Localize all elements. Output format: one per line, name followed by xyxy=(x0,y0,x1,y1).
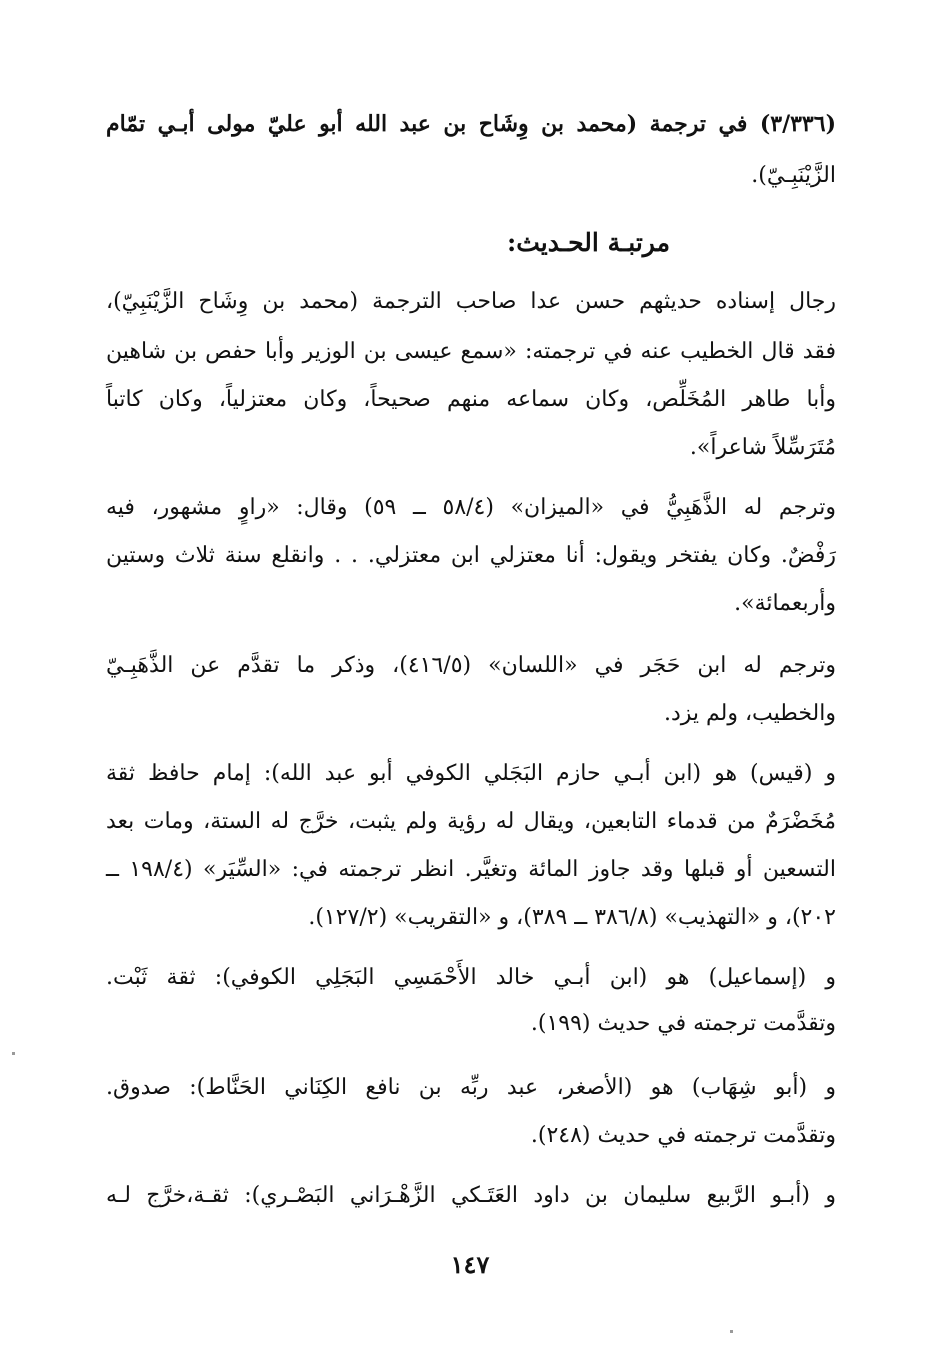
text-line: وتقدَّمت ترجمته في حديث (٢٤٨). xyxy=(530,1123,836,1148)
text-line: مُخَضْرَمٌ من قدماء التابعين، ويقال له رؤية ولم يثبت، خرَّج له الستة، ومات بعد xyxy=(106,809,836,834)
text-line: و (أبو شِهَاب) هو (الأصغر، عبد ربِّه بن نافع الكِنَاني الحَنَّاط): صدوق. xyxy=(106,1075,836,1100)
text-line: ٢٠٢)، و «التهذيب» (٣٨٦/٨ ــ ٣٨٩)، و «التقريب» (١٢٧/٢). xyxy=(308,905,836,930)
text-line: الزَّيْنَبِـيّ). xyxy=(751,163,836,188)
scan-speck xyxy=(730,1330,733,1333)
scan-speck xyxy=(12,1052,15,1055)
text-line: فقد قال الخطيب عنه في ترجمته: «سمع عيسى بن الوزير وأبا حفص بن شاهين xyxy=(106,339,836,364)
text-line: و (قيس) هو (ابن أبـي حازم البَجَلي الكوفي أبو عبد الله): إمام حافظ ثقة xyxy=(106,761,836,786)
text-line: مُتَرَسِّلاً شاعراً». xyxy=(689,435,836,460)
text-line: التسعين أو قبلها وقد جاوز المائة وتغيَّر. انظر ترجمته في: «السِّيَر» (١٩٨/٤ ــ xyxy=(106,857,836,882)
text-line: رجال إسناده حديثهم حسن عدا صاحب الترجمة (محمد بن وِشَاح الزَّيْنَبِيّ)، xyxy=(106,289,836,314)
text-line: و (إسماعيل) هو (ابن أبـي خالد الأَحْمَسِي البَجَلِي الكوفي): ثقة ثَبْت. xyxy=(106,965,836,990)
text-line: والخطيب، ولم يزد. xyxy=(663,701,836,726)
text-line: وترجم له ابن حَجَر في «اللسان» (٤١٦/٥)، وذكر ما تقدَّم عن الذَّهَبِـيّ xyxy=(106,653,836,678)
text-line: (٣/٣٣٦) في ترجمة (محمد بن وِشَاح بن عبد الله أبو عليّ مولى أبـي تمّام xyxy=(106,111,836,137)
text-line: وأربعمائة». xyxy=(734,591,836,616)
text-line: وترجم له الذَّهَبِيُّ في «الميزان» (٥٨/٤ ــ ٥٩) وقال: «راوٍ مشهور، فيه xyxy=(106,495,836,520)
text-line: وتقدَّمت ترجمته في حديث (١٩٩). xyxy=(530,1011,836,1036)
text-line: وأبا طاهر المُخَلِّص، وكان سماعه منهم صحيحاً، وكان معتزلياً، وكان كاتباً xyxy=(106,387,837,412)
text-line: و (أبـو الرَّبيع سليمان بن داود العَتَـكي الزَّهْـرَاني البَصْـري): ثقـة،خرَّج لـه xyxy=(106,1183,836,1208)
section-heading: مرتبـة الحـديث: xyxy=(506,228,670,257)
text-line: رَفْضٌ. وكان يفتخر ويقول: أنا معتزلي ابن معتزلي. . . وانقلع سنة ثلاث وستين xyxy=(106,543,836,568)
page-number: ١٤٧ xyxy=(450,1250,490,1279)
